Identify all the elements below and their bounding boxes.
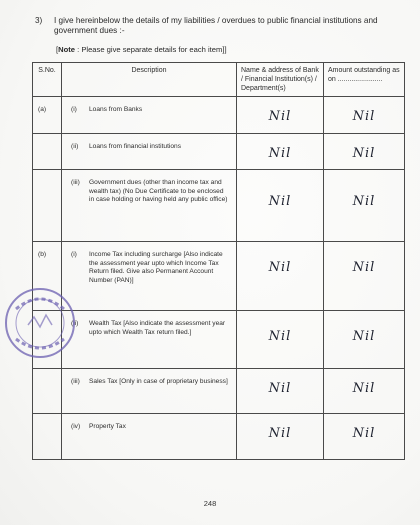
table-row — [33, 311, 405, 369]
official-seal-stamp — [2, 285, 78, 361]
row-description: Property Tax — [89, 423, 126, 430]
header-sno: S.No. — [33, 63, 62, 97]
handwritten-nil: Nil — [268, 426, 292, 441]
note-label: Note — [58, 45, 75, 54]
handwritten-nil: Nil — [352, 194, 376, 209]
handwritten-nil: Nil — [268, 329, 292, 344]
row-description: Income Tax including surcharge [Also indicate the assessment year upto which Income Tax Return filed. Give also Permanent Account Number (PAN)] — [89, 251, 223, 284]
note: [Note : Please give separate details for each item]] — [56, 45, 227, 54]
handwritten-nil: Nil — [268, 194, 292, 209]
section-label: (a) — [38, 106, 47, 113]
sub-label: (iii) — [71, 378, 80, 385]
page-number: 248 — [203, 499, 217, 508]
row-description: Government dues (other than income tax and wealth tax) (No Due Certificate to be enclosed in case holding or having held any public office) — [89, 179, 228, 204]
intro-text: I give hereinbelow the details of my liabilities / overdues to public financial institutions and government dues :- — [54, 16, 378, 35]
handwritten-nil: Nil — [352, 260, 376, 275]
handwritten-nil: Nil — [268, 381, 292, 396]
sub-label: (iii) — [71, 179, 80, 186]
header-description: Description — [62, 63, 237, 97]
table-row — [33, 97, 405, 134]
row-description: Sales Tax [Only in case of proprietary business] — [89, 378, 228, 385]
table-row — [33, 134, 405, 170]
handwritten-nil: Nil — [352, 146, 376, 161]
header-amount: Amount outstanding as on ....................... — [324, 63, 405, 97]
sub-label: (i) — [71, 106, 77, 113]
table-header-row — [33, 63, 405, 97]
row-description: Loans from financial institutions — [89, 143, 181, 150]
handwritten-nil: Nil — [268, 109, 292, 124]
handwritten-nil: Nil — [352, 109, 376, 124]
table-row — [33, 369, 405, 414]
liabilities-table — [32, 62, 405, 460]
table-row — [33, 414, 405, 460]
sub-label: (iv) — [71, 423, 81, 430]
table-row — [33, 242, 405, 311]
row-description: Loans from Banks — [89, 106, 143, 113]
table-row — [33, 170, 405, 242]
sub-label: (i) — [71, 251, 77, 258]
item-number: 3) — [35, 16, 43, 25]
handwritten-nil: Nil — [352, 381, 376, 396]
handwritten-nil: Nil — [352, 329, 376, 344]
header-bank: Name & address of Bank / Financial Institution(s) / Department(s) — [237, 63, 324, 97]
handwritten-nil: Nil — [268, 260, 292, 275]
sub-label: (ii) — [71, 143, 79, 150]
row-description: Wealth Tax [Also indicate the assessment year upto which Wealth Tax return filed.] — [89, 320, 226, 336]
section-label: (b) — [38, 251, 47, 258]
note-text: : Please give separate details for each item] — [75, 45, 225, 54]
sub-label: (ii) — [71, 320, 79, 327]
handwritten-nil: Nil — [268, 146, 292, 161]
handwritten-nil: Nil — [352, 426, 376, 441]
